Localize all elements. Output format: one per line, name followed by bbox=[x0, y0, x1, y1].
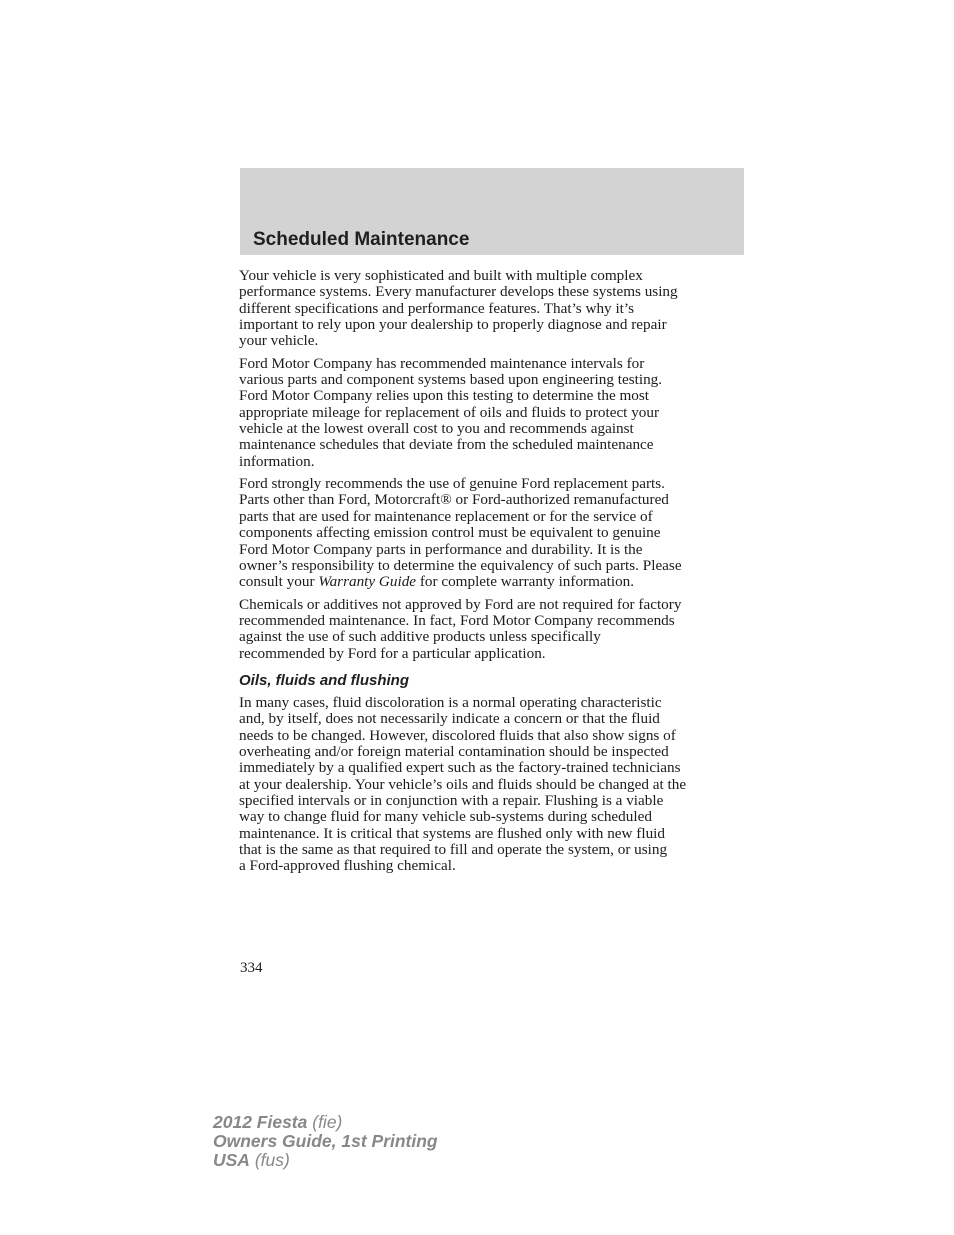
footer-guide-name: Owners Guide, 1st Printing bbox=[213, 1131, 438, 1151]
footer-line-market bbox=[213, 1151, 438, 1170]
paragraph-intervals bbox=[239, 356, 749, 470]
text-line: components affecting emission control must be equivalent to genuine bbox=[239, 524, 661, 542]
paragraph-chemicals bbox=[239, 597, 749, 662]
section-header-band bbox=[240, 168, 744, 255]
text-line: at your dealership. Your vehicle’s oils and fluids should be changed at the bbox=[239, 775, 687, 793]
text-line: immediately by a qualified expert such as the factory-trained technicians bbox=[239, 759, 681, 777]
footer-model-name: 2012 Fiesta bbox=[213, 1112, 308, 1132]
text-line: overheating and/or foreign material contamination should be inspected bbox=[239, 742, 669, 760]
text-line: that is the same as that required to fill and operate the system, or using bbox=[239, 841, 668, 858]
text-line: needs to be changed. However, discolored fluids that also show signs of bbox=[239, 726, 676, 744]
text-line: Parts other than Ford, Motorcraft® or Ford-authorized remanufactured bbox=[239, 491, 669, 509]
text-line: Ford Motor Company parts in performance and durability. It is the bbox=[239, 540, 643, 558]
page-body bbox=[239, 268, 749, 881]
text-line: maintenance. It is critical that systems are flushed only with new fluid bbox=[239, 824, 665, 842]
footer-line-model bbox=[213, 1113, 438, 1132]
text-line: specified intervals or in conjunction with a repair. Flushing is a viable bbox=[239, 791, 664, 809]
text-line: maintenance schedules that deviate from the scheduled maintenance bbox=[239, 436, 654, 454]
text-line: Ford strongly recommends the use of genuine Ford replacement parts. bbox=[239, 475, 665, 493]
text-line: different specifications and performance features. That’s why it’s bbox=[239, 299, 635, 317]
text-line: recommended by Ford for a particular application. bbox=[239, 644, 546, 662]
footer-model-code: (fie) bbox=[307, 1112, 343, 1132]
text-line: against the use of such additive products unless specifically bbox=[239, 628, 601, 646]
paragraph-genuine-parts bbox=[239, 476, 749, 590]
footer-line-guide bbox=[213, 1132, 438, 1151]
section-title: Scheduled Maintenance bbox=[253, 229, 470, 250]
text-line: consult your bbox=[239, 573, 319, 591]
text-line: appropriate mileage for replacement of oils and fluids to protect your bbox=[239, 403, 660, 421]
text-line: parts that are used for maintenance replacement or for the service of bbox=[239, 507, 653, 525]
text-line: owner’s responsibility to determine the equivalency of such parts. Please bbox=[239, 556, 682, 574]
text-line: and, by itself, does not necessarily indicate a concern or that the fluid bbox=[239, 710, 660, 728]
footer-market-name: USA bbox=[213, 1150, 250, 1170]
text-line: In many cases, fluid discoloration is a normal operating characteristic bbox=[239, 693, 662, 711]
text-line: for complete warranty information. bbox=[416, 573, 635, 591]
text-line: a Ford-approved flushing chemical. bbox=[239, 857, 456, 875]
text-line: performance systems. Every manufacturer develops these systems using bbox=[239, 283, 678, 301]
paragraph-fluid-discoloration bbox=[239, 695, 749, 875]
text-line: various parts and component systems based upon engineering testing. bbox=[239, 371, 663, 389]
text-line: Ford Motor Company relies upon this testing to determine the most bbox=[239, 387, 650, 405]
page-number: 334 bbox=[240, 960, 263, 976]
text-line: your vehicle. bbox=[239, 332, 319, 350]
subheading-oils-fluids: Oils, fluids and flushing bbox=[239, 671, 410, 689]
text-line: Ford Motor Company has recommended maintenance intervals for bbox=[239, 354, 645, 372]
text-line: way to change fluid for many vehicle sub-systems during scheduled bbox=[239, 808, 652, 826]
text-line: Chemicals or additives not approved by Ford are not required for factory bbox=[239, 595, 682, 613]
warranty-guide-title: Warranty Guide bbox=[318, 573, 417, 591]
footer-market-code: (fus) bbox=[249, 1150, 290, 1170]
text-line: recommended maintenance. In fact, Ford Motor Company recommends bbox=[239, 611, 675, 629]
text-line: important to rely upon your dealership to properly diagnose and repair bbox=[239, 316, 667, 334]
paragraph-intro bbox=[239, 268, 749, 350]
publication-footer bbox=[213, 1113, 438, 1170]
text-line: Your vehicle is very sophisticated and built with multiple complex bbox=[239, 267, 643, 284]
text-line: information. bbox=[239, 452, 315, 470]
text-line: vehicle at the lowest overall cost to you and recommends against bbox=[239, 420, 634, 438]
